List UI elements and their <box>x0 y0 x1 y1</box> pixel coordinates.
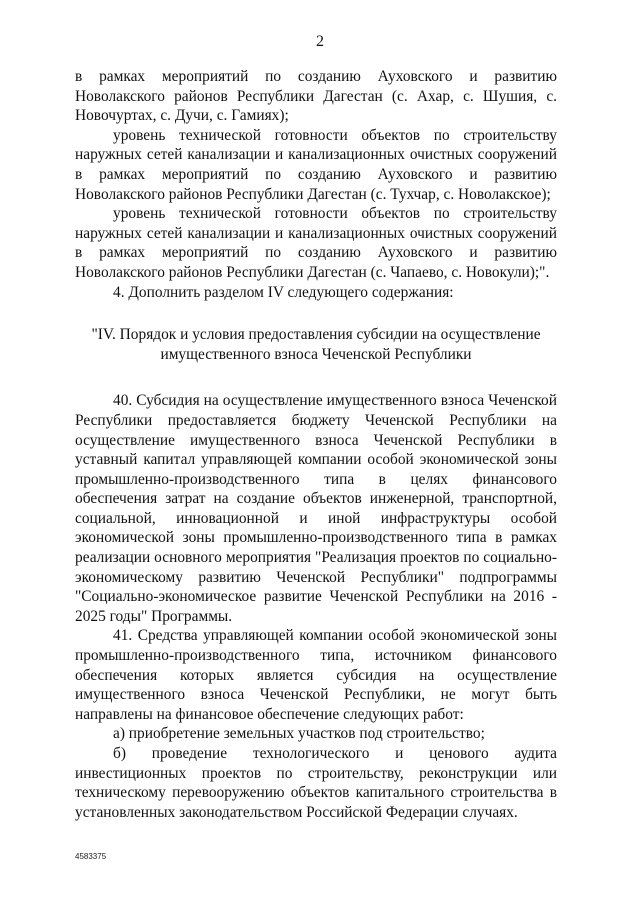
page-number: 2 <box>316 33 324 50</box>
section-heading <box>75 325 557 364</box>
paragraph-clause-41: 41. Средства управляющей компании особой экономической зоны промышленно-производственного типа, источником финансового обеспечения которых является субсидия на осуществление имущественного взноса Чеченской Республики, не могут быть направлены на финансовое обеспечение следующих работ: <box>75 627 557 723</box>
paragraph-sewer-readiness-chapaevo: уровень технической готовности объектов по строительству наружных сетей канализации и канализационных очистных сооружений в рамках мероприятий по созданию Ауховского и развитию Новолакского районов Республики Дагестан (с. Чапаево, с. Новокули);". <box>75 205 557 281</box>
paragraph-sewer-readiness-tukhchar: уровень технической готовности объектов по строительству наружных сетей канализации и канализационных очистных сооружений в рамках мероприятий по созданию Ауховского и развитию Новолакского районов Республики Дагестан (с. Тухчар, с. Новолакское); <box>75 126 557 203</box>
paragraph-clause-40: 40. Субсидия на осуществление имущественного взноса Чеченской Республики предоставляется бюджету Чеченской Республики на осуществление имущественного взноса Чеченской Республики в уставный капитал управляющей компании особой экономической зоны промышленно-производственного типа в целях финансового обеспечения затрат на создание объектов инженерной, транспортной, социальной, инновационной и иной инфраструктуры особой экономической зоны промышленно-производственного типа в рамках реализации основного мероприятия "Реализация проектов по социально-экономическому развитию Чеченской Республики" подпрограммы "Социально-экономическое развитие Чеченской Республики на 2016 - 2025 годы" Программы. <box>75 392 557 625</box>
document-code: 4583375 <box>75 852 107 861</box>
paragraph-clause-41-item-a: а) приобретение земельных участков под строительство; <box>113 725 485 743</box>
paragraph-clause-41-item-b: б) проведение технологического и ценового аудита инвестиционных проектов по строительству, реконструкции или техническому перевооружению объектов капитального строительства в установленных законодательством Российской Федерации случаях. <box>75 745 557 821</box>
paragraph-dagestan-villages-continuation: в рамках мероприятий по созданию Ауховского и развитию Новолакского районов Республики Дагестан (с. Ахар, с. Шушия, с. Новочуртах, с. Дучи, с. Гамиях); <box>75 68 557 125</box>
paragraph-add-section-iv: 4. Дополнить разделом IV следующего содержания: <box>113 283 454 301</box>
section-heading-line-2: имущественного взноса Чеченской Республики <box>160 345 472 363</box>
section-heading-line-1: "IV. Порядок и условия предоставления субсидии на осуществление <box>91 326 541 344</box>
document-body <box>75 67 557 822</box>
